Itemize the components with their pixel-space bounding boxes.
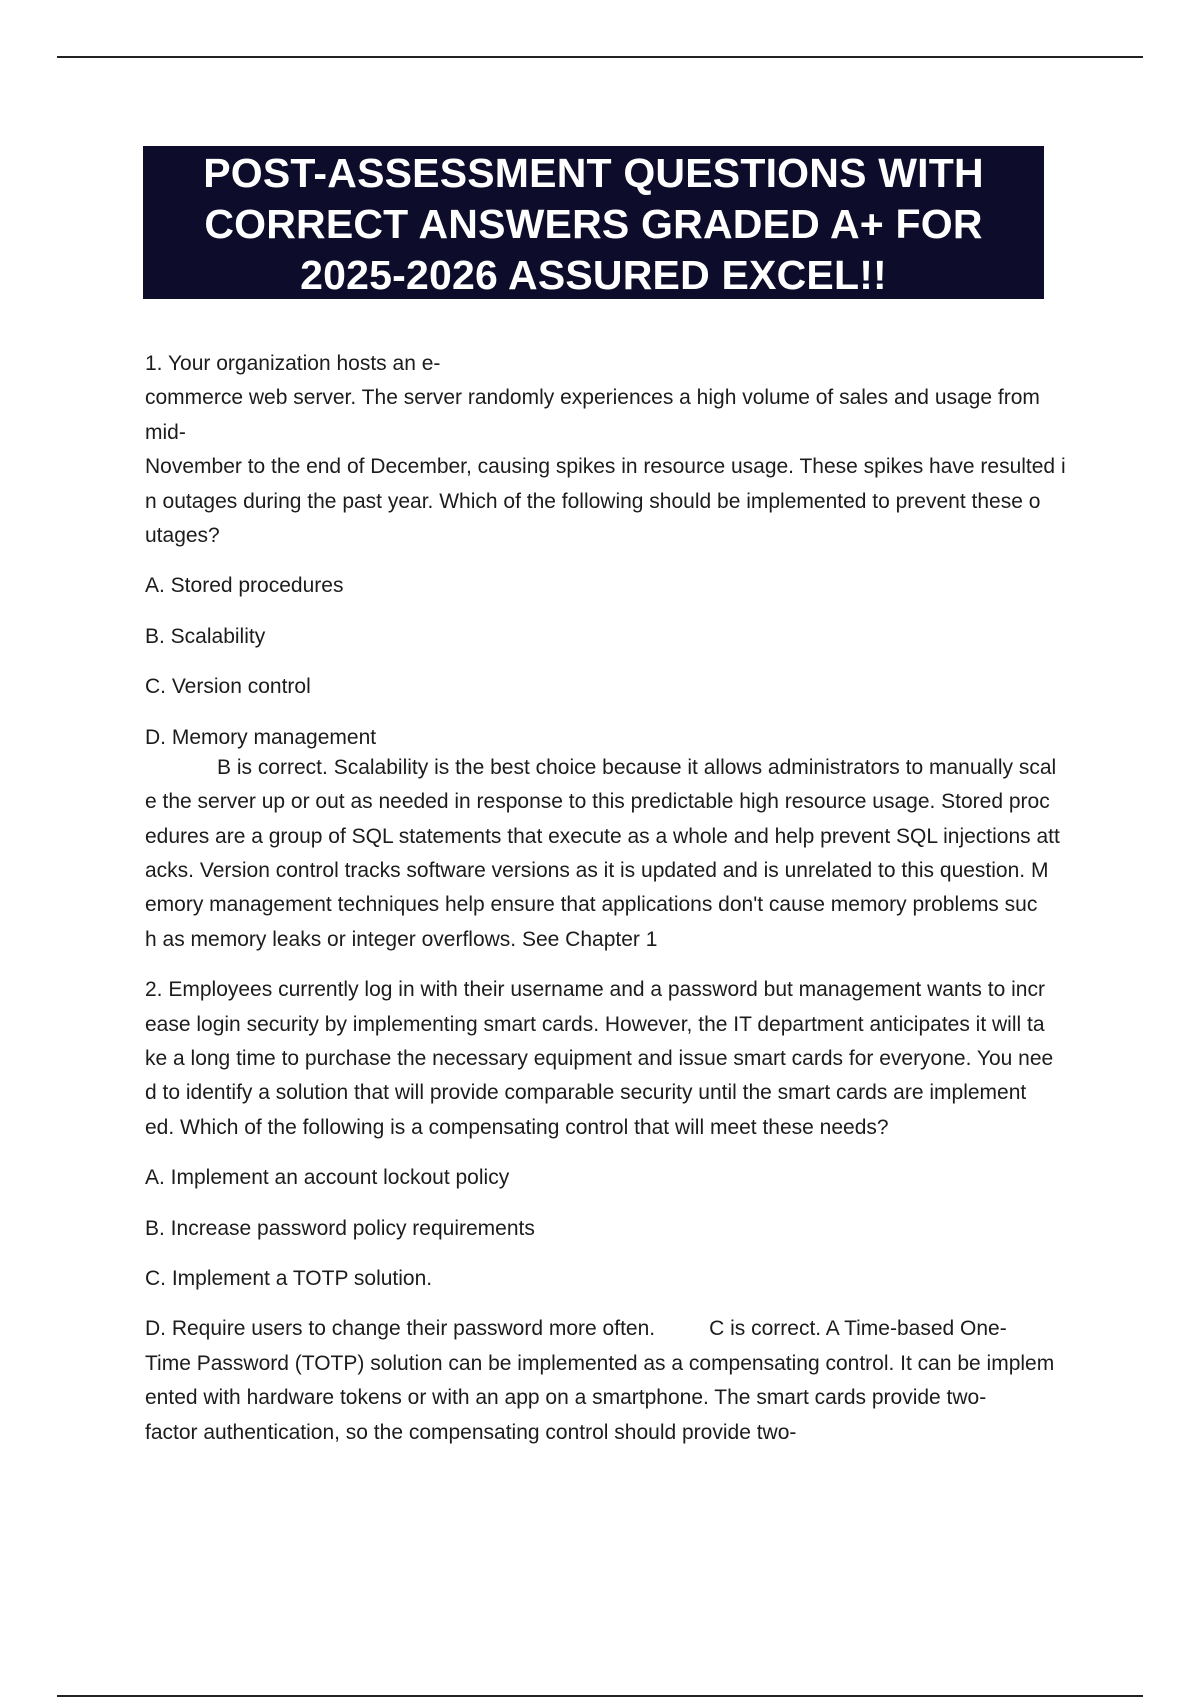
footer-rule <box>57 1695 1143 1697</box>
title-banner <box>143 146 1044 299</box>
option-b: B. Increase password policy requirements <box>145 1216 535 1240</box>
answer-text-line: h as memory leaks or integer overflows. See Chapter 1 <box>145 927 658 951</box>
answer-text-line: e the server up or out as needed in response to this predictable high resource usage. Stored proc <box>145 790 1050 814</box>
answer-text-line: ented with hardware tokens or with an app on a smartphone. The smart cards provide two- <box>145 1386 987 1410</box>
question-text-line: 1. Your organization hosts an e- <box>145 352 441 375</box>
option-c: C. Version control <box>145 675 311 699</box>
document-body <box>145 347 1095 1450</box>
title-line: 2025-2026 ASSURED EXCEL!! <box>300 252 887 298</box>
answer-text-line: edures are a group of SQL statements that execute as a whole and help prevent SQL injections att <box>145 824 1060 848</box>
question-text-line: ke a long time to purchase the necessary equipment and issue smart cards for everyone. You nee <box>145 1047 1054 1071</box>
question-1 <box>145 347 1095 957</box>
answer-text-line: factor authentication, so the compensating control should provide two- <box>145 1420 797 1444</box>
answer-start: C is correct. A Time-based One- <box>709 1317 1007 1341</box>
option-a: A. Implement an account lockout policy <box>145 1166 510 1190</box>
question-text-line: November to the end of December, causing spikes in resource usage. These spikes have resulted i <box>145 455 1066 479</box>
option-d: D. Require users to change their password more often. <box>145 1317 656 1341</box>
answer-text-line: Time Password (TOTP) solution can be implemented as a compensating control. It can be implem <box>145 1351 1055 1375</box>
question-text-line: 2. Employees currently log in with their username and a password but management wants to incr <box>145 978 1045 1002</box>
option-a: A. Stored procedures <box>145 574 344 598</box>
question-text-line: ed. Which of the following is a compensating control that will meet these needs? <box>145 1115 889 1139</box>
option-d: D. Memory management <box>145 725 377 749</box>
question-text-line: n outages during the past year. Which of the following should be implemented to prevent these o <box>145 489 1041 513</box>
option-d-with-answer <box>145 1312 1095 1346</box>
answer-text-line: acks. Version control tracks software versions as it is updated and is unrelated to this question. M <box>145 859 1049 883</box>
option-b: B. Scalability <box>145 624 266 648</box>
question-text-line: ease login security by implementing smart cards. However, the IT department anticipates it will ta <box>145 1012 1045 1036</box>
question-text-line: d to identify a solution that will provide comparable security until the smart cards are implement <box>145 1081 1027 1105</box>
question-text-line: utages? <box>145 523 220 547</box>
question-text-line: commerce web server. The server randomly experiences a high volume of sales and usage from <box>145 386 1040 410</box>
answer-text-line: B is correct. Scalability is the best choice because it allows administrators to manually scal <box>217 755 1057 779</box>
title-line: CORRECT ANSWERS GRADED A+ FOR <box>204 201 983 247</box>
title-line: POST-ASSESSMENT QUESTIONS WITH <box>203 150 984 196</box>
option-c: C. Implement a TOTP solution. <box>145 1266 433 1290</box>
question-text-line: mid- <box>145 420 186 444</box>
question-2 <box>145 973 1095 1450</box>
header-rule <box>57 56 1143 58</box>
answer-text-line: emory management techniques help ensure that applications don't cause memory problems suc <box>145 893 1038 917</box>
